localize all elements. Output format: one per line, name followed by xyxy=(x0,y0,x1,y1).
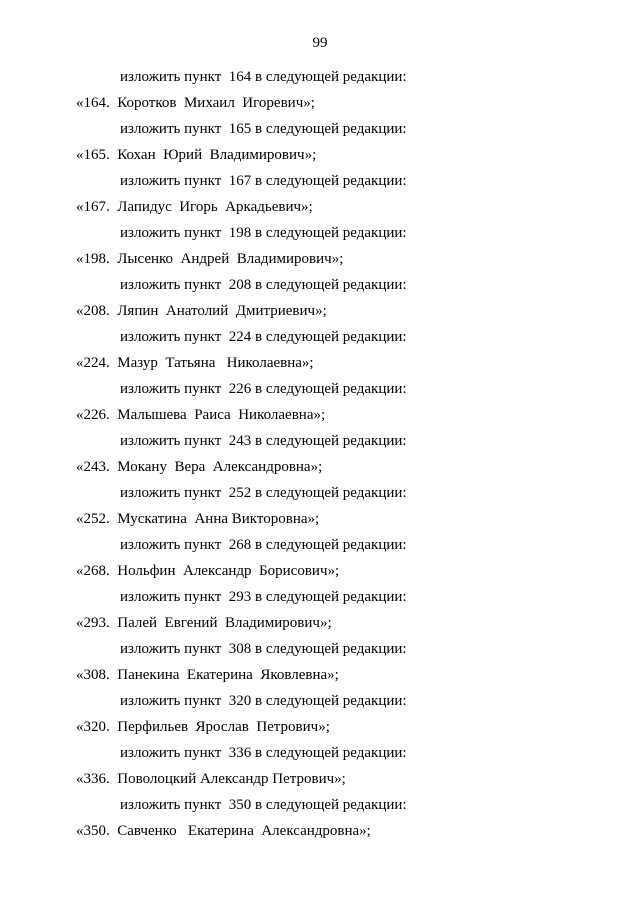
list-item: «350. Савченко Екатерина Александровна»; xyxy=(76,823,371,839)
list-item: «293. Палей Евгений Владимирович»; xyxy=(76,615,332,631)
list-item: «224. Мазур Татьяна Николаевна»; xyxy=(76,355,314,371)
amendment-instruction: изложить пункт 320 в следующей редакции: xyxy=(120,693,407,709)
amendment-instruction: изложить пункт 224 в следующей редакции: xyxy=(120,329,407,345)
list-item: «164. Коротков Михаил Игоревич»; xyxy=(76,95,315,111)
amendment-instruction: изложить пункт 293 в следующей редакции: xyxy=(120,589,407,605)
list-item: «268. Нольфин Александр Борисович»; xyxy=(76,563,340,579)
list-item: «336. Поволоцкий Александр Петрович»; xyxy=(76,771,346,787)
amendment-instruction: изложить пункт 243 в следующей редакции: xyxy=(120,433,407,449)
list-item: «208. Ляпин Анатолий Дмитриевич»; xyxy=(76,303,327,319)
document-body xyxy=(0,64,640,844)
list-item: «198. Лысенко Андрей Владимирович»; xyxy=(76,251,344,267)
list-item: «165. Кохан Юрий Владимирович»; xyxy=(76,147,317,163)
page-number: 99 xyxy=(312,35,328,51)
amendment-instruction: изложить пункт 208 в следующей редакции: xyxy=(120,277,407,293)
amendment-instruction: изложить пункт 350 в следующей редакции: xyxy=(120,797,407,813)
amendment-instruction: изложить пункт 165 в следующей редакции: xyxy=(120,121,407,137)
amendment-instruction: изложить пункт 336 в следующей редакции: xyxy=(120,745,407,761)
amendment-instruction: изложить пункт 164 в следующей редакции: xyxy=(120,69,407,85)
list-item: «243. Мокану Вера Александровна»; xyxy=(76,459,323,475)
amendment-instruction: изложить пункт 252 в следующей редакции: xyxy=(120,485,407,501)
list-item: «308. Панекина Екатерина Яковлевна»; xyxy=(76,667,339,683)
amendment-instruction: изложить пункт 198 в следующей редакции: xyxy=(120,225,407,241)
list-item: «252. Мускатина Анна Викторовна»; xyxy=(76,511,320,527)
amendment-instruction: изложить пункт 308 в следующей редакции: xyxy=(120,641,407,657)
amendment-instruction: изложить пункт 167 в следующей редакции: xyxy=(120,173,407,189)
list-item: «226. Малышева Раиса Николаевна»; xyxy=(76,407,326,423)
amendment-instruction: изложить пункт 268 в следующей редакции: xyxy=(120,537,407,553)
list-item: «320. Перфильев Ярослав Петрович»; xyxy=(76,719,330,735)
list-item: «167. Лапидус Игорь Аркадьевич»; xyxy=(76,199,313,215)
amendment-instruction: изложить пункт 226 в следующей редакции: xyxy=(120,381,407,397)
